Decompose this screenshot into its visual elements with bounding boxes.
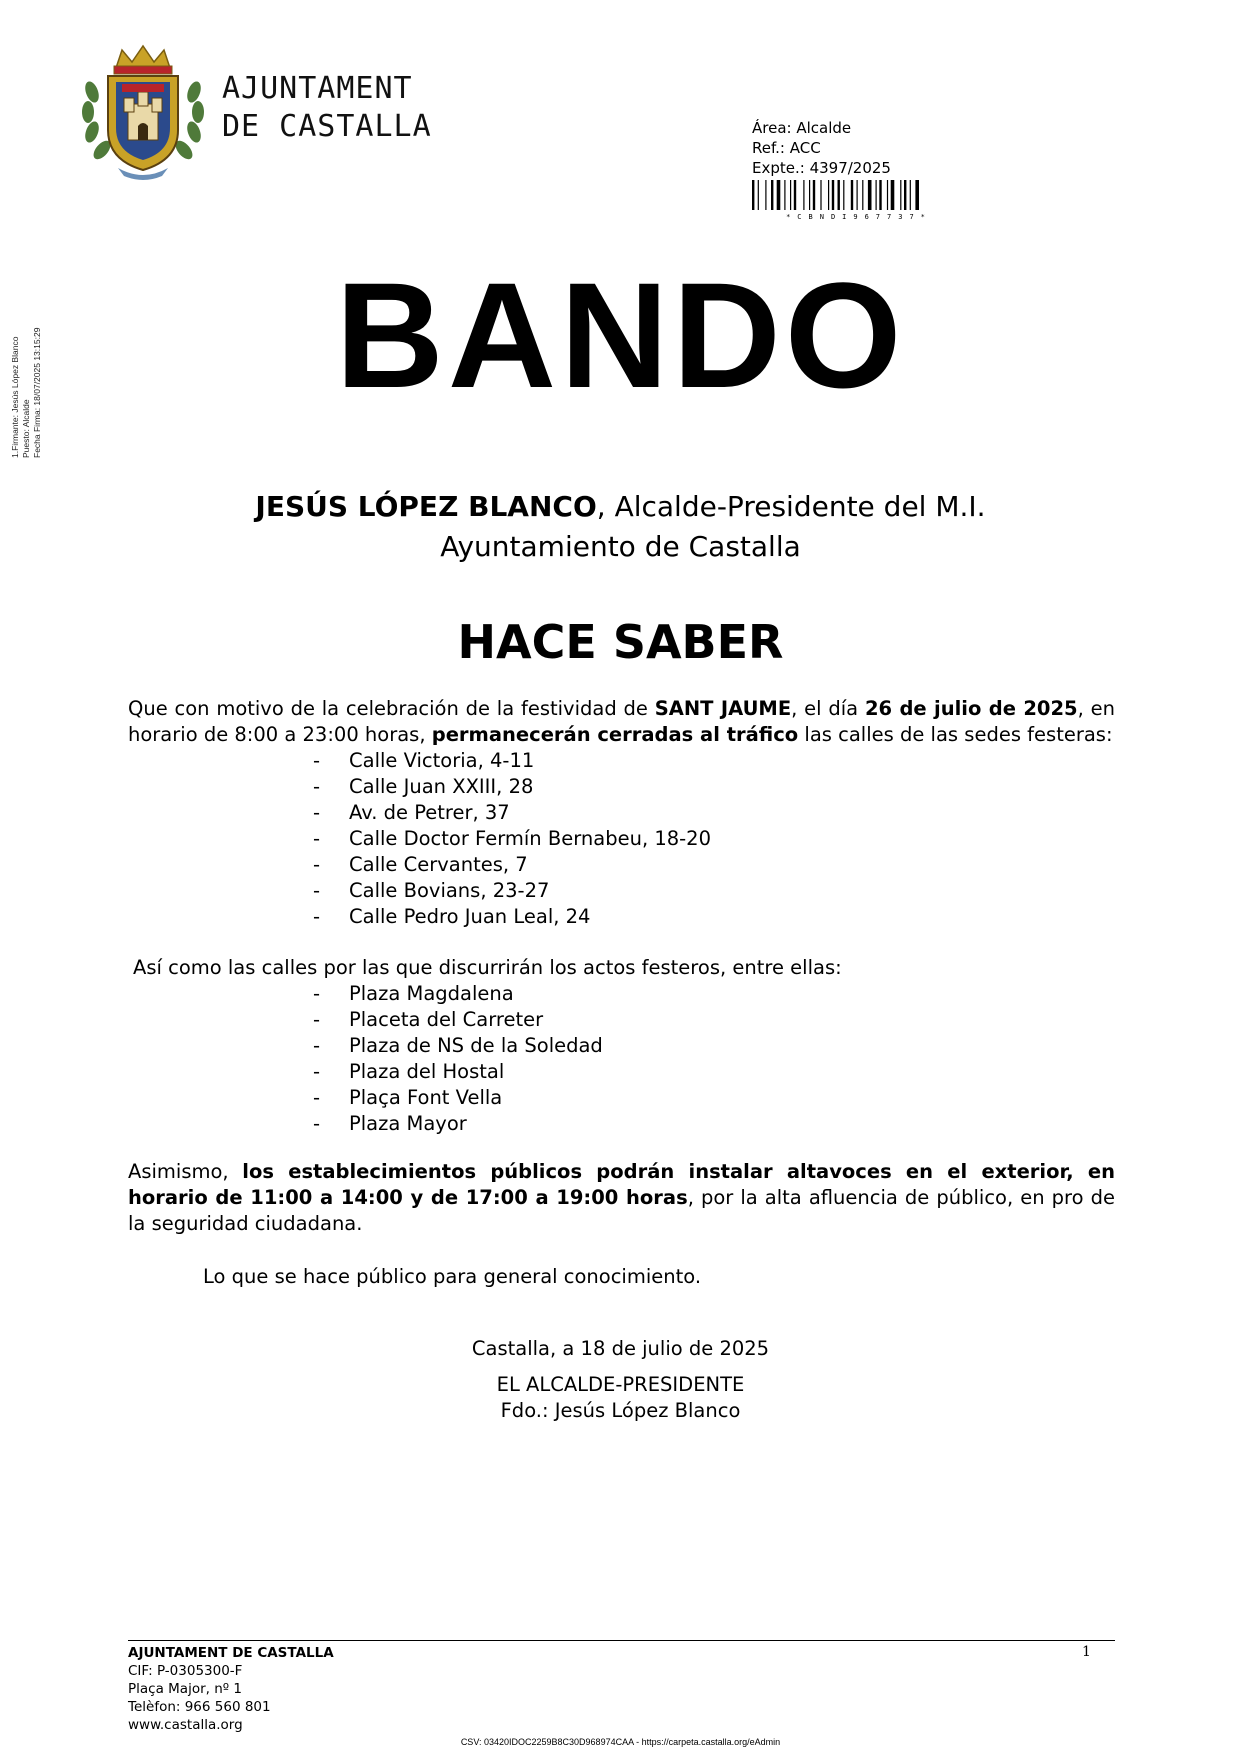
list-item-text: Plaza Magdalena bbox=[349, 982, 514, 1005]
org-name-line1: AJUNTAMENT bbox=[222, 71, 413, 106]
intro-text: , en horario de 8:00 a 23:00 horas, bbox=[128, 697, 1115, 746]
list-bullet: - bbox=[313, 982, 321, 1005]
list-item-text: Calle Juan XXIII, 28 bbox=[349, 775, 534, 798]
mayor-role: , Alcalde-Presidente del M.I. bbox=[596, 490, 986, 523]
footer-divider bbox=[128, 1640, 1115, 1641]
event-date: 26 de julio de 2025 bbox=[864, 697, 1078, 720]
list-bullet: - bbox=[313, 1008, 321, 1031]
list-bullet: - bbox=[313, 1060, 321, 1083]
loudspeaker-notice: los establecimientos públicos podrán instalar altavoces en el exterior, en horario de 11:00 a 14:00 y de 17:00 a 19:00 horas bbox=[128, 1160, 1116, 1209]
page-number: 1 bbox=[1082, 1644, 1091, 1660]
footer bbox=[128, 1644, 334, 1734]
list-item-text: Calle Pedro Juan Leal, 24 bbox=[349, 905, 591, 928]
list-bullet: - bbox=[313, 879, 321, 902]
footer-website[interactable]: www.castalla.org bbox=[128, 1717, 243, 1733]
signer-line: 1.Firmante: Jesús López Blanco bbox=[10, 336, 20, 458]
barcode bbox=[752, 180, 967, 220]
signature-block bbox=[0, 1372, 1241, 1424]
document-title: BANDO bbox=[335, 251, 906, 419]
asimismo-text: , por la alta afluencia de público, en pro de la seguridad ciudadana. bbox=[128, 1186, 1115, 1235]
list-item-text: Calle Bovians, 23-27 bbox=[349, 879, 550, 902]
signer-title: EL ALCALDE-PRESIDENTE bbox=[496, 1373, 745, 1396]
list-bullet: - bbox=[313, 801, 321, 824]
date-line: Castalla, a 18 de julio de 2025 bbox=[471, 1337, 770, 1360]
list-bullet: - bbox=[313, 1034, 321, 1057]
closure-notice: permanecerán cerradas al tráfico bbox=[431, 723, 799, 746]
list-bullet: - bbox=[313, 905, 321, 928]
asimismo-paragraph bbox=[128, 1159, 1115, 1237]
list-item-text: Plaça Font Vella bbox=[349, 1086, 503, 1109]
list-bullet: - bbox=[313, 827, 321, 850]
list-item-text: Av. de Petrer, 37 bbox=[349, 801, 510, 824]
footer-address: Plaça Major, nº 1 bbox=[128, 1681, 243, 1697]
intro-text: las calles de las sedes festeras: bbox=[798, 723, 1113, 746]
expte-label: Expte.: 4397/2025 bbox=[752, 159, 891, 177]
ref-label: Ref.: ACC bbox=[752, 139, 821, 157]
list-bullet: - bbox=[313, 749, 321, 772]
mayor-name: JESÚS LÓPEZ BLANCO bbox=[255, 490, 597, 523]
barcode-text: *CBNDI967737* bbox=[786, 213, 932, 220]
intro-paragraph bbox=[128, 696, 1115, 748]
footer-cif: CIF: P-0305300-F bbox=[128, 1663, 243, 1679]
list-item-text: Plaza del Hostal bbox=[349, 1060, 505, 1083]
area-label: Área: Alcalde bbox=[752, 119, 852, 137]
coat-of-arms-logo bbox=[78, 42, 208, 182]
list-bullet: - bbox=[313, 775, 321, 798]
org-name-line2: DE CASTALLA bbox=[222, 109, 432, 144]
list-bullet: - bbox=[313, 853, 321, 876]
list-item-text: Calle Doctor Fermín Bernabeu, 18-20 bbox=[349, 827, 711, 850]
footer-org-name: AJUNTAMENT DE CASTALLA bbox=[128, 1645, 334, 1661]
signing-date-line: Fecha Firma: 18/07/2025 13:15:29 bbox=[32, 327, 42, 458]
hace-saber-heading: HACE SABER bbox=[457, 615, 784, 669]
mayor-header bbox=[0, 487, 1241, 567]
footer-phone: Telèfon: 966 560 801 bbox=[128, 1699, 271, 1715]
list-item-text: Plaza Mayor bbox=[349, 1112, 467, 1135]
list-item-text: Calle Cervantes, 7 bbox=[349, 853, 528, 876]
asimismo-text: Asimismo, bbox=[128, 1160, 243, 1183]
list-item-text: Plaza de NS de la Soledad bbox=[349, 1034, 603, 1057]
list-bullet: - bbox=[313, 1112, 321, 1135]
list-item-text: Calle Victoria, 4-11 bbox=[349, 749, 535, 772]
mayor-role-line2: Ayuntamiento de Castalla bbox=[440, 530, 801, 563]
intro-text: , el día bbox=[791, 697, 865, 720]
csv-verification[interactable]: CSV: 03420IDOC2259B8C30D968974CAA - https://carpeta.castalla.org/eAdmin bbox=[460, 1737, 781, 1747]
list-item-text: Placeta del Carreter bbox=[349, 1008, 544, 1031]
asi-como-paragraph: Así como las calles por las que discurrirán los actos festeros, entre ellas: bbox=[133, 956, 842, 979]
festivity-name: SANT JAUME bbox=[654, 697, 792, 720]
reference-block bbox=[752, 118, 891, 178]
org-name bbox=[222, 70, 432, 146]
intro-text: Que con motivo de la celebración de la festividad de bbox=[128, 697, 655, 720]
public-notice-line: Lo que se hace público para general conocimiento. bbox=[203, 1265, 702, 1288]
position-line: Puesto: Alcalde bbox=[21, 399, 31, 458]
signer-name: Fdo.: Jesús López Blanco bbox=[500, 1399, 741, 1422]
list-bullet: - bbox=[313, 1086, 321, 1109]
